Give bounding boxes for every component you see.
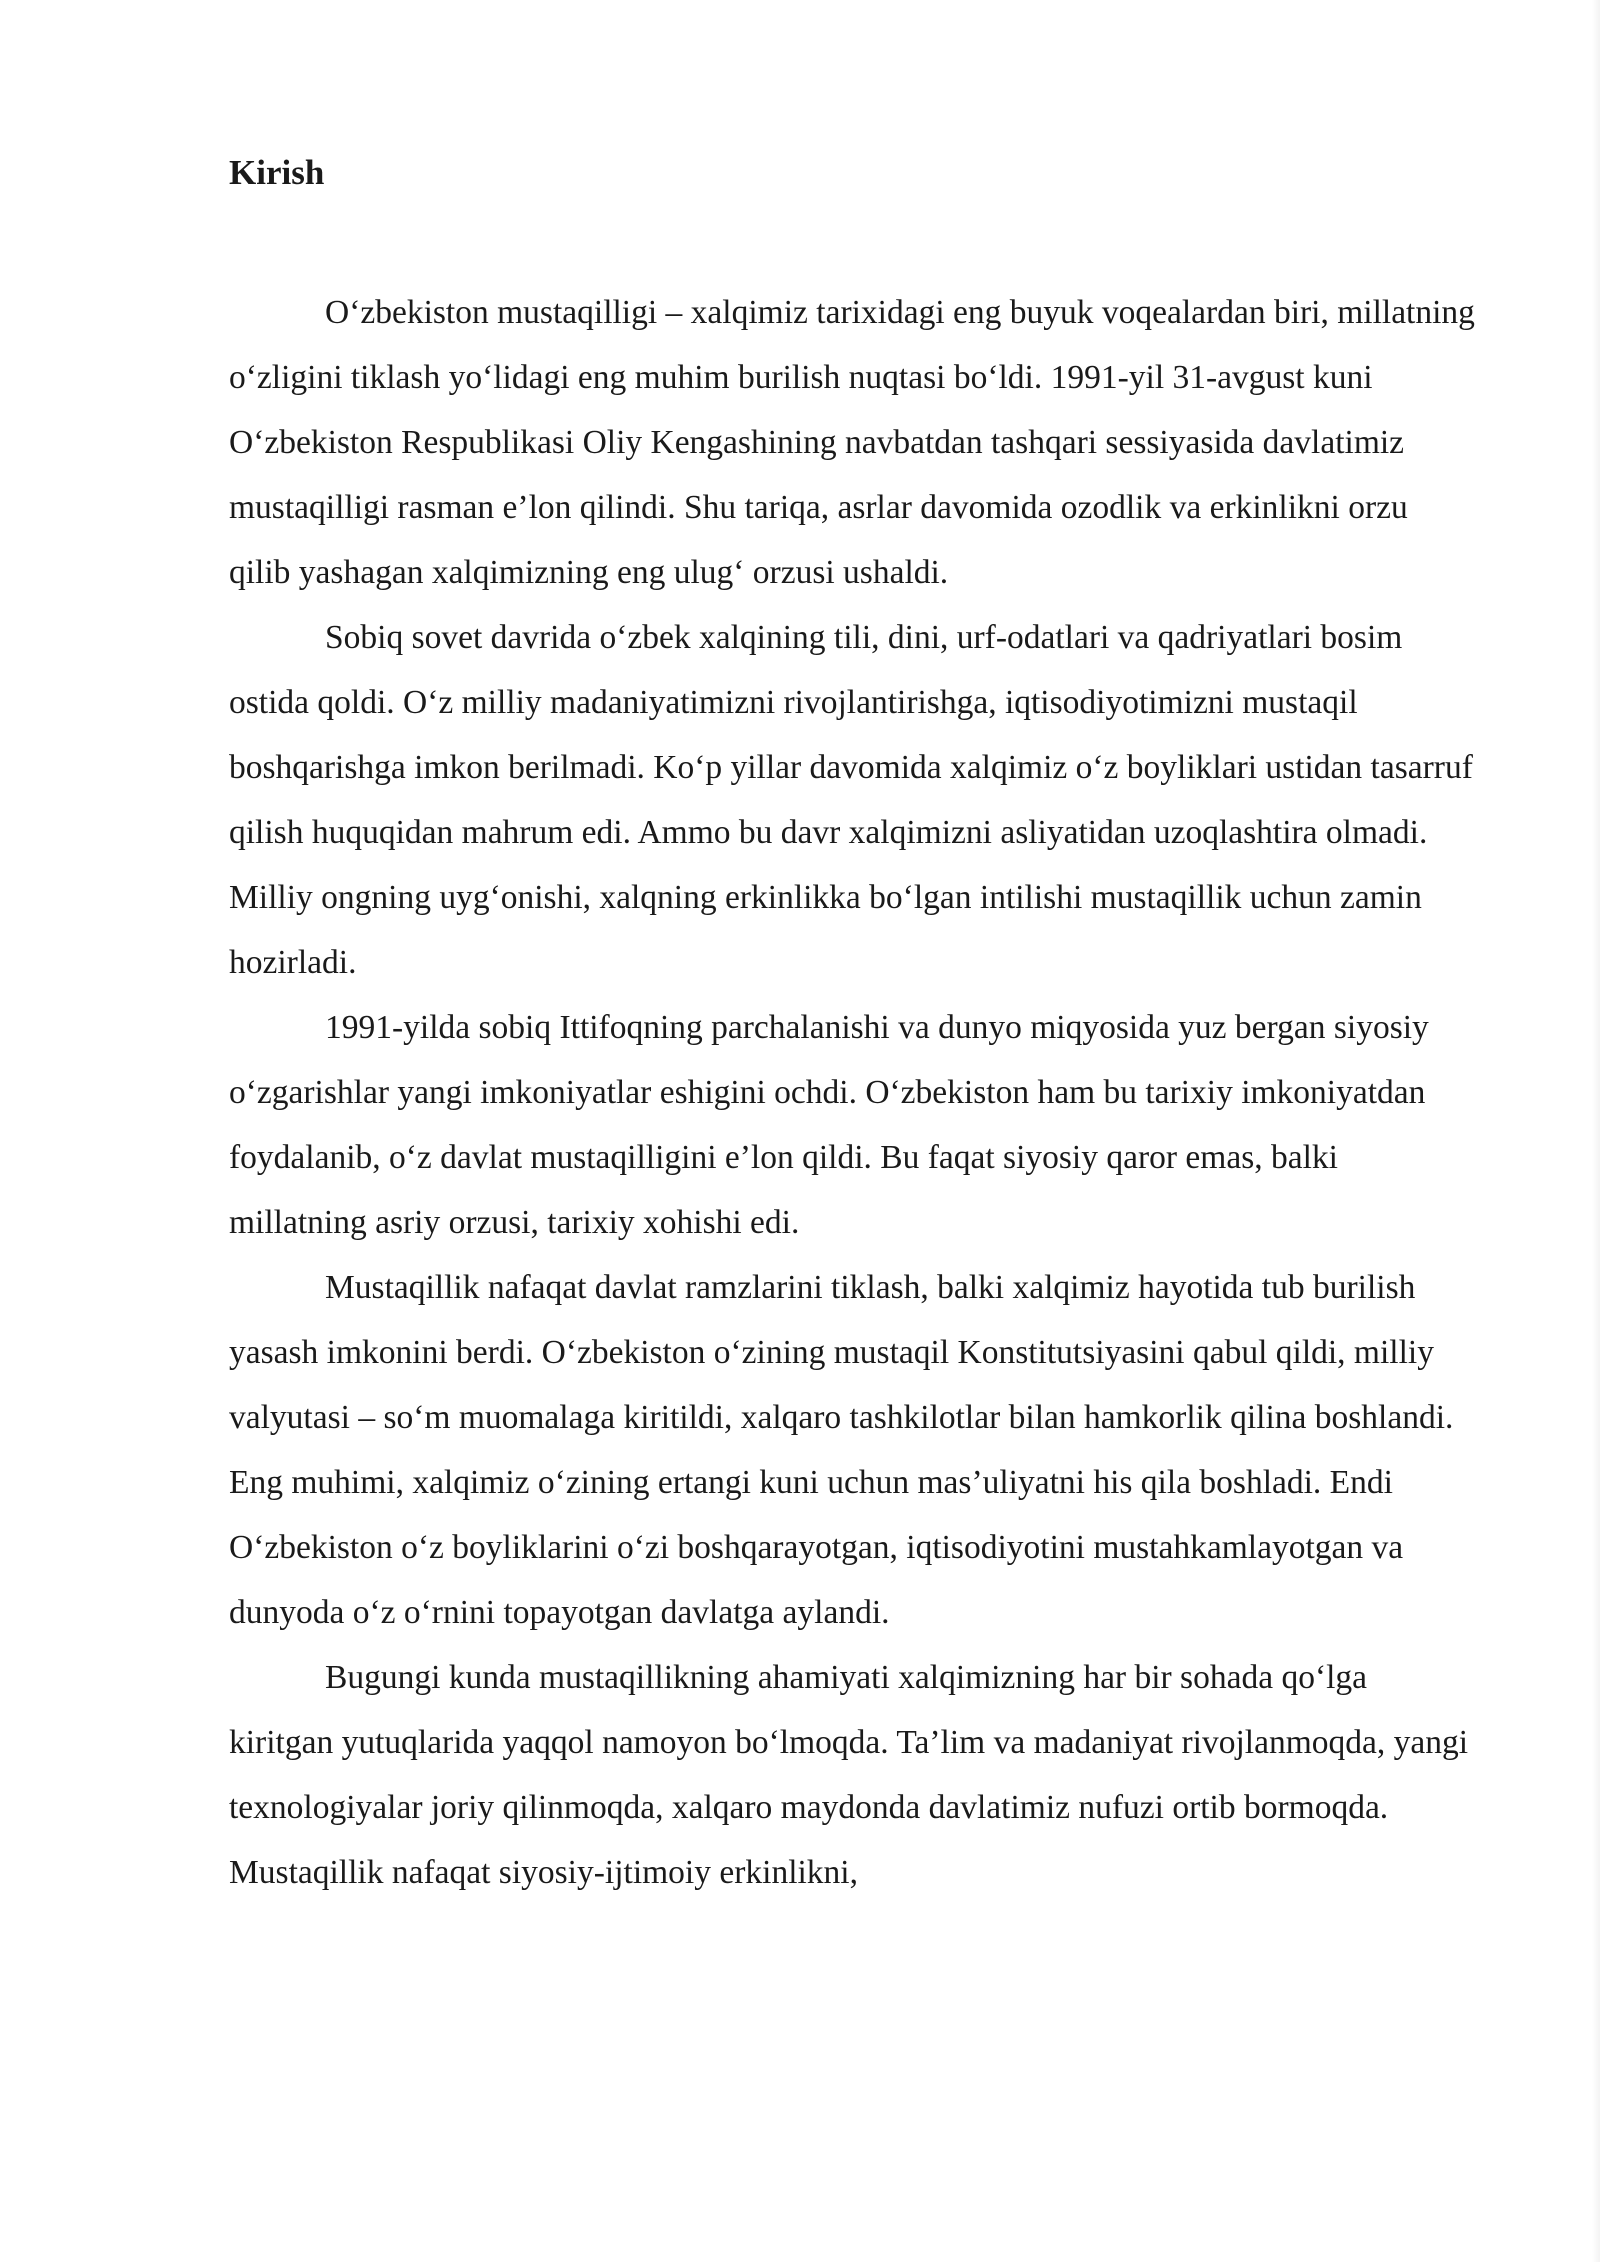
- section-heading: Kirish: [229, 153, 325, 192]
- paragraph-3: 1991-yilda sobiq Ittifoqning parchalanishi va dunyo miqyosida yuz bergan siyosiy o‘zgarishlar yangi imkoniyatlar eshigini ochdi. O‘zbekiston ham bu tarixiy imkoniyatdan foydalanib, o‘z davlat mustaqilligini e’lon qildi. Bu faqat siyosiy qaror emas, balki millatning asriy orzusi, tarixiy xohishi edi.: [229, 1009, 1429, 1241]
- document-content: [229, 148, 1475, 1905]
- paragraph-1: O‘zbekiston mustaqilligi – xalqimiz tarixidagi eng buyuk voqealardan biri, millatning o‘zligini tiklash yo‘lidagi eng muhim burilish nuqtasi bo‘ldi. 1991-yil 31-avgust kuni O‘zbekiston Respublikasi Oliy Kengashining navbatdan tashqari sessiyasida davlatimiz mustaqilligi rasman e’lon qilindi. Shu tariqa, asrlar davomida ozodlik va erkinlikni orzu qilib yashagan xalqimizning eng ulug‘ orzusi ushaldi.: [229, 294, 1475, 591]
- paragraph-2: Sobiq sovet davrida o‘zbek xalqining tili, dini, urf-odatlari va qadriyatlari bosim ostida qoldi. O‘z milliy madaniyatimizni rivojlantirishga, iqtisodiyotimizni mustaqil boshqarishga imkon berilmadi. Ko‘p yillar davomida xalqimiz o‘z boyliklari ustidan tasarruf qilish huquqidan mahrum edi. Ammo bu davr xalqimizni asliyatidan uzoqlashtira olmadi. Milliy ongning uyg‘onishi, xalqning erkinlikka bo‘lgan intilishi mustaqillik uchun zamin hozirladi.: [229, 619, 1473, 981]
- paragraph-5: Bugungi kunda mustaqillikning ahamiyati xalqimizning har bir sohada qo‘lga kiritgan yutuqlarida yaqqol namoyon bo‘lmoqda. Ta’lim va madaniyat rivojlanmoqda, yangi texnologiyalar joriy qilinmoqda, xalqaro maydonda davlatimiz nufuzi ortib bormoqda. Mustaqillik nafaqat siyosiy-ijtimoiy erkinlikni,: [229, 1659, 1469, 1891]
- paragraph-4: Mustaqillik nafaqat davlat ramzlarini tiklash, balki xalqimiz hayotida tub burilish yasash imkonini berdi. O‘zbekiston o‘zining mustaqil Konstitutsiyasini qabul qildi, milliy valyutasi – so‘m muomalaga kiritildi, xalqaro tashkilotlar bilan hamkorlik qilina boshlandi. Eng muhimi, xalqimiz o‘zining ertangi kuni uchun mas’uliyatni his qila boshladi. Endi O‘zbekiston o‘z boyliklarini o‘zi boshqarayotgan, iqtisodiyotini mustahkamlayotgan va dunyoda o‘z o‘rnini topayotgan davlatga aylandi.: [229, 1269, 1454, 1631]
- body-text: [229, 280, 1475, 1905]
- page-edge-shadow: [1592, 0, 1600, 2262]
